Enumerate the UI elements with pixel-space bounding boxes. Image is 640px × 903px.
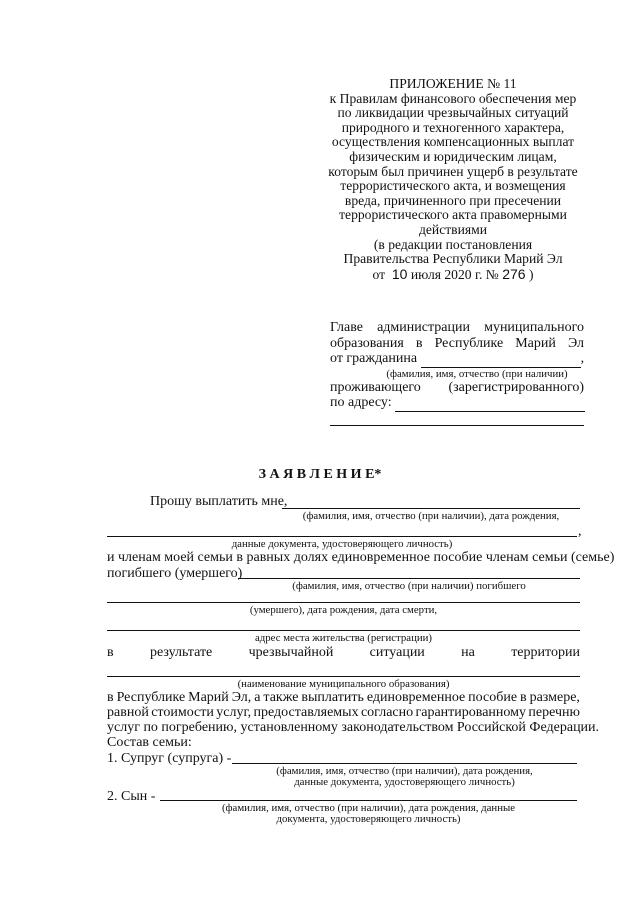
word: единовременное — [366, 690, 466, 705]
applicant-caption-2: данные документа, удостоверяющего личность) — [231, 538, 453, 550]
addressee-line-1 — [330, 320, 584, 336]
paragraph-line-1 — [107, 690, 580, 706]
deceased-address-field[interactable] — [107, 630, 580, 631]
word: в — [415, 335, 423, 351]
word: пособие — [468, 690, 518, 705]
header-line: террористического акта правомерными — [339, 207, 567, 223]
header-line: действиями — [418, 221, 488, 237]
amendment-date-line: от 10 июля 2020 г. № 276 ) — [372, 265, 534, 282]
header-line: по ликвидации чрезвычайных ситуаций — [337, 105, 569, 121]
spouse-label: 1. Супруг (супруга) - — [107, 751, 232, 766]
word: образования — [330, 335, 404, 351]
header-line: террористического акта, и возмещения — [340, 178, 566, 194]
spouse-caption-1: (фамилия, имя, отчество (при наличии), дата рождения, — [276, 765, 533, 777]
word: муниципального — [484, 320, 584, 335]
word: Марий — [188, 690, 229, 705]
paragraph-line-3: услуг по погребению, установленному законодательством Российской Федерации. — [107, 720, 600, 735]
word: гарантированному — [415, 705, 527, 720]
header-line: осуществления компенсационных выплат — [331, 134, 575, 150]
deceased-field-2[interactable] — [107, 602, 580, 603]
word: территории — [511, 645, 580, 660]
intro-text: Прошу выплатить мне, — [150, 494, 288, 509]
document-title: З А Я В Л Е Н И Е* — [258, 467, 382, 482]
word: в — [520, 690, 527, 705]
deceased-caption-1: (фамилия, имя, отчество (при наличии) погибшего — [292, 580, 526, 592]
word: перечню — [528, 705, 580, 720]
handwritten-day: 10 — [391, 265, 408, 282]
deceased-label: погибшего (умершего) — [107, 566, 243, 581]
address-field-2[interactable] — [330, 425, 584, 426]
son-caption-2: документа, удостоверяющего личность) — [276, 813, 461, 825]
family-composition-label: Состав семьи: — [107, 735, 192, 750]
word: Главе — [330, 320, 363, 335]
word: также — [263, 690, 299, 705]
word: проживающего — [330, 379, 421, 395]
header-line: к Правилам финансового обеспечения мер — [329, 90, 577, 106]
word: услуг, — [216, 705, 252, 720]
header-line: (в редакции постановления — [373, 236, 533, 252]
citizen-name-field[interactable] — [421, 351, 581, 368]
municipality-caption: (наименование муниципального образования) — [237, 678, 450, 690]
word: Эл, — [231, 690, 252, 705]
word: размере, — [529, 690, 580, 705]
word: администрации — [377, 320, 470, 335]
header-line: физическим и юридическим лицам, — [349, 148, 557, 164]
word: Марий — [515, 335, 556, 351]
son-field[interactable] — [160, 800, 577, 801]
handwritten-number: 276 — [502, 265, 526, 282]
family-text: и членам моей семьи в равных долях единовременное пособие членам семьи (семье) — [107, 550, 615, 565]
header-line: которым был причинен ущерб в результате — [328, 163, 578, 179]
addressee-line-2 — [330, 336, 584, 352]
word: на — [461, 645, 475, 660]
appendix-header — [318, 77, 588, 282]
header-line: природного и техногенного характера, — [341, 119, 565, 135]
applicant-document-field[interactable] — [107, 536, 577, 537]
word: результате — [149, 645, 213, 660]
son-caption-1: (фамилия, имя, отчество (при наличии), дата рождения, данные — [221, 802, 516, 814]
word: в — [107, 645, 114, 660]
word: ситуации — [369, 645, 425, 660]
word: предоставляемых — [253, 705, 359, 720]
deceased-caption-2: (умершего), дата рождения, дата смерти, — [249, 604, 438, 616]
municipality-field[interactable] — [107, 676, 580, 677]
paragraph-line-2 — [107, 705, 580, 721]
result-row — [107, 645, 580, 661]
word: а — [254, 690, 261, 705]
word: чрезвычайной — [248, 645, 334, 660]
applicant-caption-1: (фамилия, имя, отчество (при наличии), дата рождения, — [302, 510, 560, 522]
address-row: по адресу: — [330, 395, 584, 412]
word: стоимости — [151, 705, 214, 720]
address-field[interactable] — [395, 395, 585, 412]
header-line: Правительства Республики Марий Эл — [343, 251, 563, 267]
citizen-name-caption: (фамилия, имя, отчество (при наличии) — [386, 367, 568, 380]
word: выплатить — [301, 690, 364, 705]
word: (зарегистрированного) — [448, 379, 584, 395]
word: согласно — [360, 705, 414, 720]
word: Эл — [567, 335, 584, 351]
appendix-title: ПРИЛОЖЕНИЕ № 11 — [389, 76, 517, 91]
from-citizen-row: от гражданина , — [330, 351, 585, 366]
word: в — [107, 690, 114, 705]
spouse-caption-2: данные документа, удостоверяющего личность) — [294, 776, 515, 788]
word: равной — [107, 705, 149, 720]
addressee-block — [330, 320, 584, 426]
applicant-field[interactable] — [282, 508, 580, 509]
deceased-field[interactable] — [238, 578, 580, 579]
word: Республике — [434, 335, 504, 351]
header-line: вреда, причиненного при пресечении — [344, 192, 562, 208]
son-label: 2. Сын - — [107, 789, 156, 804]
deceased-caption-3: адрес места жительства (регистрации) — [254, 632, 433, 644]
word: Республике — [116, 690, 186, 705]
addressee-line-4 — [330, 380, 584, 396]
spouse-field[interactable] — [232, 763, 577, 764]
